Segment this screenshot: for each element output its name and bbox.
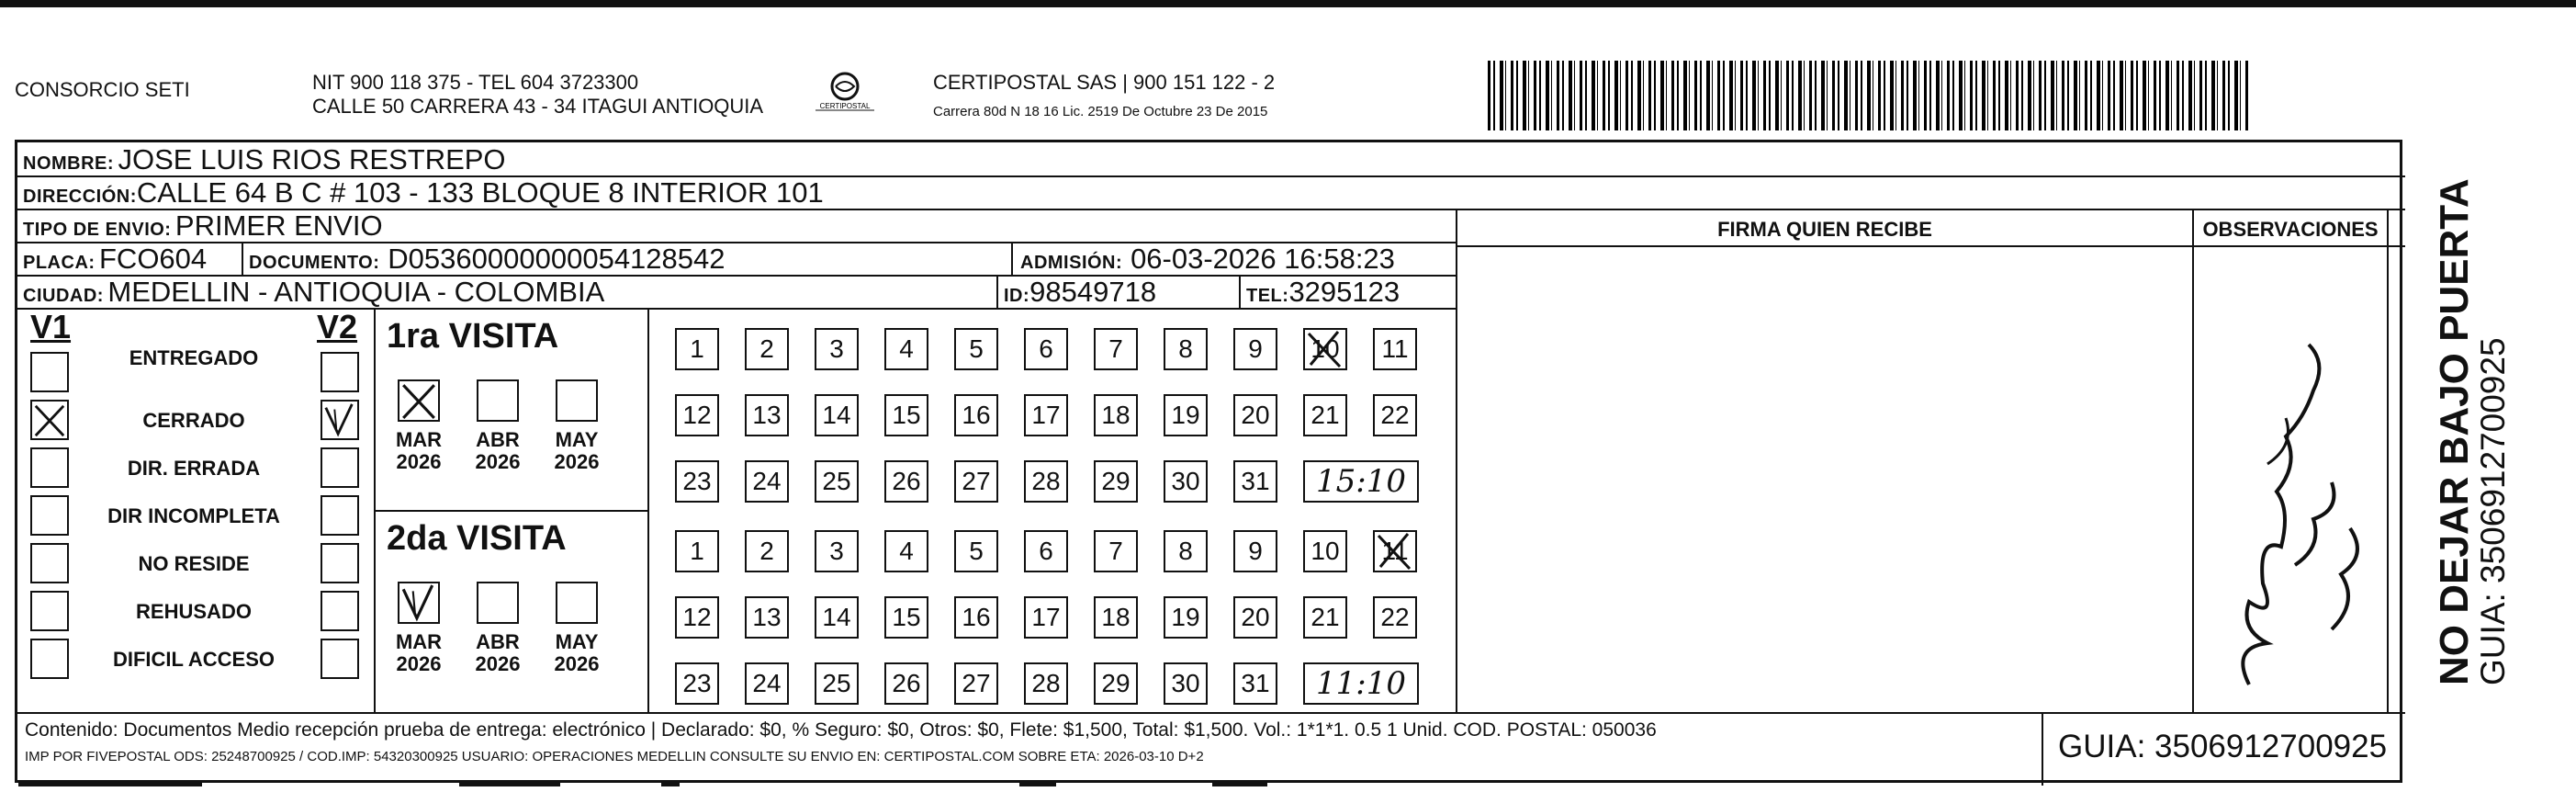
month-checkbox[interactable]	[556, 379, 598, 422]
month-year: 2026	[396, 652, 442, 675]
tel-label: TEL:	[1246, 286, 1289, 306]
day-number: 18	[1101, 603, 1131, 631]
day-number: 9	[1248, 334, 1263, 363]
day-cell[interactable]	[815, 328, 859, 370]
day-number: 23	[682, 669, 712, 697]
day-number: 30	[1171, 467, 1200, 495]
v2-checkbox[interactable]	[321, 447, 359, 488]
visit-divider	[374, 510, 647, 512]
day-cell[interactable]	[745, 460, 789, 503]
status-label: DIFICIL ACCESO	[112, 648, 275, 671]
month-name: ABR	[476, 428, 520, 451]
month-checkbox[interactable]	[556, 582, 598, 624]
day-number: 20	[1241, 603, 1270, 631]
day-number: 19	[1171, 603, 1200, 631]
day-cell[interactable]	[1094, 328, 1138, 370]
day-number: 3	[829, 537, 844, 565]
documento-value: D05360000000054128542	[388, 243, 726, 275]
day-cell[interactable]	[1373, 394, 1417, 436]
day-number: 29	[1101, 467, 1131, 495]
visit-title: 1ra VISITA	[387, 317, 559, 356]
day-number: 2	[759, 334, 774, 363]
day-number: 31	[1241, 467, 1270, 495]
day-cell[interactable]	[1233, 328, 1277, 370]
month-label	[466, 429, 530, 473]
footer-guia: GUIA: 3506912700925	[2058, 729, 2388, 764]
side-warning: NO DEJAR BAJO PUERTA	[2432, 178, 2477, 685]
v1-checkbox[interactable]	[30, 543, 69, 583]
day-cell[interactable]	[675, 394, 719, 436]
v2-checkbox[interactable]	[321, 400, 359, 440]
day-number: 16	[962, 603, 991, 631]
day-cell[interactable]	[1233, 596, 1277, 639]
day-cell[interactable]	[745, 328, 789, 370]
day-number: 13	[752, 401, 782, 429]
day-cell[interactable]	[884, 460, 928, 503]
month-name: ABR	[476, 630, 520, 653]
day-number: 25	[822, 467, 851, 495]
day-cell[interactable]	[884, 662, 928, 705]
day-cell[interactable]	[1164, 328, 1208, 370]
day-cell[interactable]	[1233, 662, 1277, 705]
nombre-value: JOSE LUIS RIOS RESTREPO	[118, 143, 506, 175]
month-label	[466, 631, 530, 675]
day-cell[interactable]	[1164, 460, 1208, 503]
status-label: DIR. ERRADA	[127, 457, 261, 480]
v1-label: V1	[30, 308, 72, 345]
visit-title: 2da VISITA	[387, 519, 567, 558]
day-number: 29	[1101, 669, 1131, 697]
certipostal-line-1: CERTIPOSTAL SAS | 900 151 122 - 2	[933, 71, 1276, 94]
day-number: 31	[1241, 669, 1270, 697]
firma-header: FIRMA QUIEN RECIBE	[1717, 218, 1932, 241]
admision-label: ADMISIÓN:	[1020, 253, 1123, 273]
day-number: 10	[1310, 334, 1340, 363]
day-number: 12	[682, 401, 712, 429]
v1-checkbox[interactable]	[30, 495, 69, 536]
day-cell[interactable]	[1024, 328, 1068, 370]
barcode-icon	[1488, 61, 2250, 130]
day-cell[interactable]	[884, 328, 928, 370]
delivery-form	[15, 140, 2402, 783]
day-cell[interactable]	[1024, 662, 1068, 705]
day-cell[interactable]	[1094, 662, 1138, 705]
day-cell[interactable]	[1233, 460, 1277, 503]
col-divider	[647, 308, 649, 712]
day-cell[interactable]	[954, 460, 998, 503]
day-cell[interactable]	[815, 394, 859, 436]
svg-text:CERTIPOSTAL: CERTIPOSTAL	[819, 102, 871, 110]
day-number: 26	[892, 467, 921, 495]
admision-value: 06-03-2026 16:58:23	[1131, 243, 1395, 275]
day-number: 27	[962, 669, 991, 697]
month-year: 2026	[475, 450, 521, 473]
day-cell[interactable]	[1164, 530, 1208, 572]
v1-checkbox[interactable]	[30, 352, 69, 392]
side-guia: GUIA: 3506912700925	[2474, 337, 2512, 685]
bottom-dash	[1212, 783, 1267, 786]
company-name: CONSORCIO SETI	[15, 78, 190, 101]
day-number: 7	[1108, 334, 1123, 363]
day-number: 10	[1310, 537, 1340, 565]
signature-image	[2212, 326, 2378, 703]
day-number: 20	[1241, 401, 1270, 429]
day-number: 21	[1310, 401, 1340, 429]
day-cell[interactable]	[954, 328, 998, 370]
col-divider	[2387, 209, 2389, 712]
day-cell[interactable]	[1303, 596, 1347, 639]
ciudad-label: CIUDAD:	[23, 286, 104, 306]
day-number: 8	[1178, 537, 1193, 565]
day-cell[interactable]	[1303, 328, 1347, 370]
day-cell[interactable]	[675, 596, 719, 639]
day-number: 4	[899, 537, 914, 565]
day-number: 30	[1171, 669, 1200, 697]
day-number: 13	[752, 603, 782, 631]
day-cell[interactable]	[1373, 328, 1417, 370]
status-label: DIR INCOMPLETA	[107, 504, 280, 527]
month-label	[387, 429, 451, 473]
certipostal-line-2: Carrera 80d N 18 16 Lic. 2519 De Octubre 23 De 2015	[933, 104, 1268, 119]
day-cell[interactable]	[1094, 460, 1138, 503]
bottom-dash	[661, 783, 680, 786]
day-number: 1	[690, 537, 704, 565]
day-number: 17	[1031, 401, 1061, 429]
day-number: 5	[969, 334, 984, 363]
v2-checkbox[interactable]	[321, 591, 359, 631]
v2-checkbox[interactable]	[321, 543, 359, 583]
day-cell[interactable]	[1164, 596, 1208, 639]
day-number: 28	[1031, 467, 1061, 495]
day-cell[interactable]	[884, 596, 928, 639]
day-number: 14	[822, 401, 851, 429]
month-name: MAY	[555, 630, 599, 653]
day-cell[interactable]	[1303, 394, 1347, 436]
day-number: 19	[1171, 401, 1200, 429]
handwritten-time: 11:10	[1303, 662, 1419, 705]
day-number: 25	[822, 669, 851, 697]
col-divider	[2042, 712, 2043, 786]
bottom-dash	[459, 783, 560, 786]
day-number: 9	[1248, 537, 1263, 565]
month-label	[545, 429, 609, 473]
v2-checkbox[interactable]	[321, 352, 359, 392]
day-cell[interactable]	[815, 530, 859, 572]
nit-line-1: NIT 900 118 375 - TEL 604 3723300	[312, 71, 639, 94]
day-cell[interactable]	[1303, 530, 1347, 572]
day-cell[interactable]	[1094, 596, 1138, 639]
day-cell[interactable]	[815, 460, 859, 503]
v1-checkbox[interactable]	[30, 447, 69, 488]
day-cell[interactable]	[1094, 394, 1138, 436]
day-cell[interactable]	[1233, 394, 1277, 436]
day-cell[interactable]	[675, 328, 719, 370]
month-checkbox[interactable]	[398, 582, 440, 624]
id-label: ID:	[1004, 286, 1030, 306]
day-number: 24	[752, 669, 782, 697]
day-cell[interactable]	[1373, 530, 1417, 572]
day-number: 1	[690, 334, 704, 363]
day-cell[interactable]	[815, 662, 859, 705]
day-cell[interactable]	[954, 662, 998, 705]
month-year: 2026	[475, 652, 521, 675]
tel-value: 3295123	[1288, 276, 1400, 308]
day-number: 4	[899, 334, 914, 363]
col-divider	[996, 275, 998, 308]
day-number: 6	[1039, 334, 1053, 363]
day-number: 24	[752, 467, 782, 495]
month-year: 2026	[554, 652, 600, 675]
footer-line-2: IMP POR FIVEPOSTAL ODS: 25248700925 / COD.IMP: 54320300925 USUARIO: OPERACIONES MEDELLIN CONSULTE SU ENVIO EN: CERTIPOSTAL.COM SOBRE ETA: 2026-03-10 D+2	[25, 749, 1204, 764]
day-cell[interactable]	[1373, 596, 1417, 639]
id-value: 98549718	[1029, 276, 1157, 308]
day-number: 27	[962, 467, 991, 495]
direccion-value: CALLE 64 B C # 103 - 133 BLOQUE 8 INTERIOR 101	[136, 176, 824, 209]
day-cell[interactable]	[1024, 460, 1068, 503]
day-cell[interactable]	[1024, 394, 1068, 436]
v2-checkbox[interactable]	[321, 495, 359, 536]
day-number: 2	[759, 537, 774, 565]
month-checkbox[interactable]	[398, 379, 440, 422]
top-border	[0, 0, 2576, 7]
col-divider	[1011, 242, 1013, 275]
ciudad-value: MEDELLIN - ANTIOQUIA - COLOMBIA	[107, 276, 605, 308]
day-cell[interactable]	[954, 530, 998, 572]
day-cell[interactable]	[1164, 662, 1208, 705]
day-cell[interactable]	[675, 460, 719, 503]
month-year: 2026	[554, 450, 600, 473]
col-divider	[2192, 209, 2194, 712]
documento-label: DOCUMENTO:	[249, 253, 380, 273]
status-label: CERRADO	[142, 409, 245, 432]
day-number: 28	[1031, 669, 1061, 697]
v1-checkbox[interactable]	[30, 591, 69, 631]
day-cell[interactable]	[1024, 596, 1068, 639]
status-label: ENTREGADO	[129, 346, 259, 369]
day-number: 26	[892, 669, 921, 697]
month-name: MAR	[395, 428, 443, 451]
status-label: NO RESIDE	[138, 552, 250, 575]
v1-checkbox[interactable]	[30, 639, 69, 679]
day-number: 12	[682, 603, 712, 631]
day-number: 14	[822, 603, 851, 631]
bottom-dash	[18, 783, 202, 786]
month-year: 2026	[396, 450, 442, 473]
month-name: MAR	[395, 630, 443, 653]
month-checkbox[interactable]	[477, 379, 519, 422]
nombre-label: NOMBRE:	[23, 153, 115, 174]
month-checkbox[interactable]	[477, 582, 519, 624]
day-number: 22	[1380, 401, 1410, 429]
tipo-envio-label: TIPO DE ENVIO:	[23, 220, 172, 240]
day-cell[interactable]	[745, 596, 789, 639]
month-label	[545, 631, 609, 675]
v2-label: V2	[317, 308, 358, 345]
v2-checkbox[interactable]	[321, 639, 359, 679]
month-label	[387, 631, 451, 675]
day-cell[interactable]	[675, 530, 719, 572]
day-cell[interactable]	[745, 530, 789, 572]
day-number: 16	[962, 401, 991, 429]
day-number: 18	[1101, 401, 1131, 429]
day-number: 6	[1039, 537, 1053, 565]
day-number: 17	[1031, 603, 1061, 631]
nit-line-2: CALLE 50 CARRERA 43 - 34 ITAGUI ANTIOQUIA	[312, 95, 764, 118]
v1-checkbox[interactable]	[30, 400, 69, 440]
bottom-dash	[1019, 783, 1056, 786]
status-label: REHUSADO	[136, 600, 252, 623]
day-number: 11	[1381, 537, 1409, 565]
handwritten-time: 15:10	[1303, 460, 1419, 503]
day-number: 5	[969, 537, 984, 565]
day-cell[interactable]	[884, 530, 928, 572]
col-divider	[1456, 209, 1457, 712]
direccion-label: DIRECCIÓN:	[23, 187, 137, 207]
day-cell[interactable]	[1164, 394, 1208, 436]
certipostal-logo	[812, 70, 878, 118]
day-number: 15	[892, 603, 921, 631]
day-cell[interactable]	[745, 394, 789, 436]
day-number: 22	[1380, 603, 1410, 631]
row-divider	[1456, 245, 2405, 247]
day-cell[interactable]	[745, 662, 789, 705]
month-name: MAY	[555, 428, 599, 451]
observaciones-header: OBSERVACIONES	[2202, 218, 2379, 241]
day-number: 7	[1108, 537, 1123, 565]
day-number: 15	[892, 401, 921, 429]
placa-value: FCO604	[99, 243, 208, 275]
day-number: 23	[682, 467, 712, 495]
tipo-envio-value: PRIMER ENVIO	[174, 209, 383, 242]
day-number: 21	[1310, 603, 1340, 631]
day-cell[interactable]	[1094, 530, 1138, 572]
footer-line-1: Contenido: Documentos Medio recepción prueba de entrega: electrónico | Declarado: $0, % Seguro: $0, Otros: $0, Flete: $1,500, Total: $1,500. Vol.: 1*1*1. 0.5 1 Unid. COD. POSTAL: 050036	[25, 719, 1657, 741]
day-cell[interactable]	[1233, 530, 1277, 572]
day-number: 8	[1178, 334, 1193, 363]
placa-label: PLACA:	[23, 253, 96, 273]
day-number: 11	[1381, 334, 1409, 363]
day-number: 3	[829, 334, 844, 363]
day-cell[interactable]	[815, 596, 859, 639]
day-cell[interactable]	[1024, 530, 1068, 572]
day-cell[interactable]	[954, 596, 998, 639]
day-cell[interactable]	[884, 394, 928, 436]
day-cell[interactable]	[675, 662, 719, 705]
day-cell[interactable]	[954, 394, 998, 436]
footer-divider	[17, 712, 2405, 714]
